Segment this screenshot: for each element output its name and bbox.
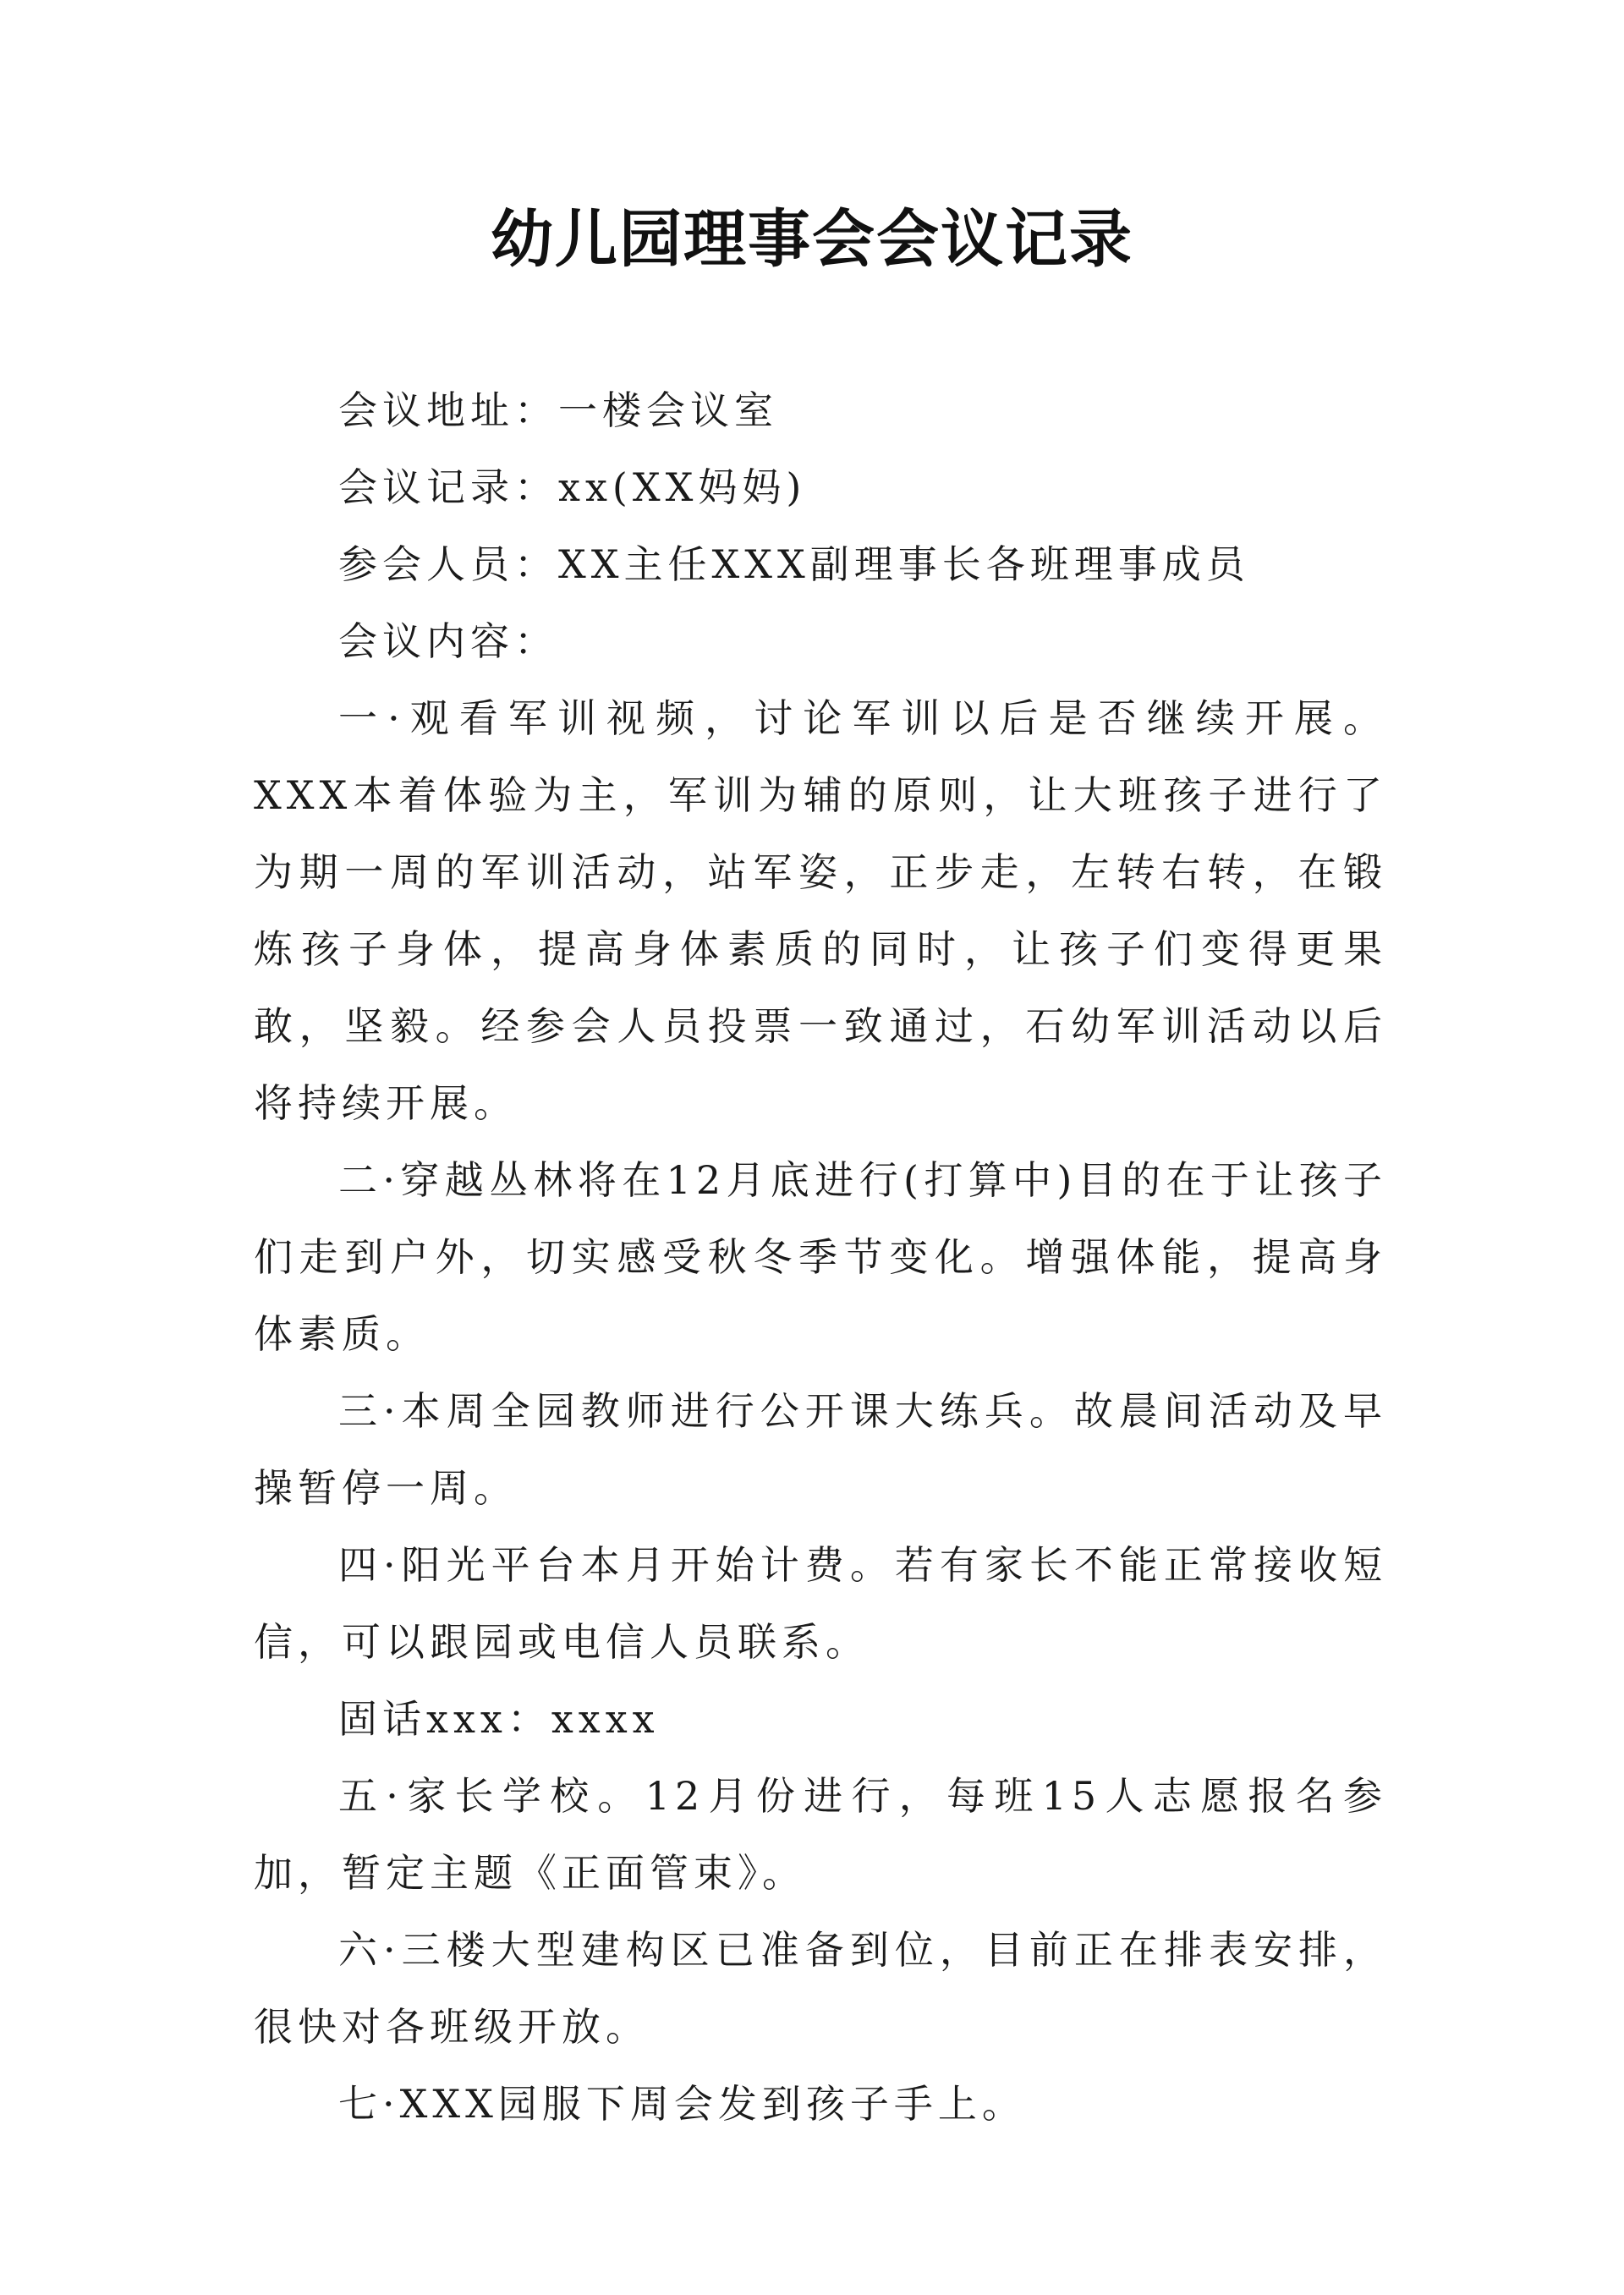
agenda-item-5: 五·家长学校。12月份进行，每班15人志愿报名参加，暂定主题《正面管束》。 bbox=[254, 1773, 1387, 1896]
meeting-content-label: 会议内容： bbox=[338, 618, 558, 664]
agenda-item-3: 三·本周全园教师进行公开课大练兵。故晨间活动及早操暂停一周。 bbox=[254, 1388, 1387, 1511]
agenda-item-7: 七·XXX园服下周会发到孩子手上。 bbox=[338, 2081, 1026, 2127]
document-title: 幼儿园理事会会议记录 bbox=[491, 203, 1133, 276]
agenda-item-1: 一·观看军训视频，讨论军训以后是否继续开展。 XXX本着体验为主，军训为辅的原则，让大班孩子进行了为期一周的军训活动，站军姿，正步走，左转右转，在锻炼孩子身体，提高身体素质的同时，让孩子们变得更果敢，坚毅。经参会人员投票一致通过，石幼军训活动以后将持续开展。 bbox=[254, 695, 1387, 1126]
agenda-item-4: 四·阳光平台本月开始计费。若有家长不能正常接收短信，可以跟园或电信人员联系。 bbox=[254, 1542, 1387, 1665]
meeting-address: 会议地址：一楼会议室 bbox=[338, 387, 778, 433]
meeting-recorder: 会议记录：xx(XX妈妈) bbox=[338, 464, 807, 510]
contact-phone: 固话xxx：xxxx bbox=[338, 1696, 660, 1742]
document-body bbox=[254, 372, 1387, 2143]
meeting-attendees: 参会人员：XX主任XXX副理事长各班理事成员 bbox=[338, 541, 1250, 587]
agenda-item-2: 二·穿越丛林将在12月底进行(打算中)目的在于让孩子们走到户外，切实感受秋冬季节变化。增强体能，提高身体素质。 bbox=[254, 1157, 1387, 1357]
agenda-item-6: 六·三楼大型建构区已准备到位，目前正在排表安排，很快对各班级开放。 bbox=[254, 1927, 1387, 2050]
